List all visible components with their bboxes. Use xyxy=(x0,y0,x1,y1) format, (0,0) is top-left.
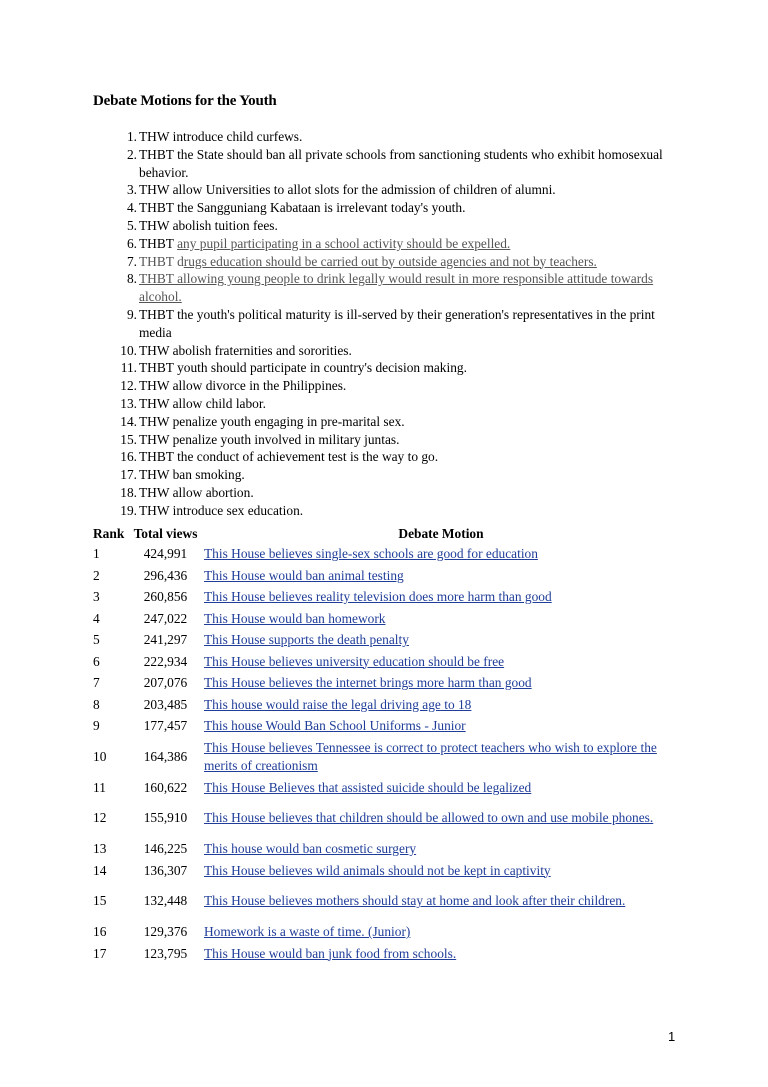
motion-item: 11. THBT youth should participate in country's decision making. xyxy=(120,360,467,376)
motion-link[interactable]: This House would ban animal testing xyxy=(204,567,404,583)
table-row: 7 207,076 This House believes the internet brings more harm than good xyxy=(93,675,532,691)
motion-link[interactable]: This house would raise the legal driving age to 18 xyxy=(204,696,472,712)
motion-link[interactable]: Homework is a waste of time. (Junior) xyxy=(204,924,411,940)
page-number: 1 xyxy=(668,1029,676,1044)
motion-link[interactable]: This House Believes that assisted suicide should be legalized xyxy=(204,779,532,795)
table-row: 14 136,307 This House believes wild animals should not be kept in captivity xyxy=(93,862,551,878)
motion-item: 14. THW penalize youth engaging in pre-marital sex. xyxy=(120,413,405,429)
motion-item: 5. THW abolish tuition fees. xyxy=(126,217,278,233)
table-row: 12 155,910 This House believes that children should be allowed to own and use mobile phones. xyxy=(93,810,654,826)
motion-item: 1. THW introduce child curfews. xyxy=(126,129,303,144)
motions-list xyxy=(106,128,676,520)
table-row: 16 129,376 Homework is a waste of time. (Junior) xyxy=(93,924,411,940)
motion-item: 9. THBT the youth's political maturity is ill-served by their generation's representatives in the print media xyxy=(126,306,655,340)
motion-item: 6. THBT any pupil participating in a school activity should be expelled. xyxy=(126,235,511,251)
motion-item: 13. THW allow child labor. xyxy=(120,395,266,411)
motion-link[interactable]: This House believes single-sex schools are good for education xyxy=(204,546,538,562)
motion-item: 19. THW introduce sex education. xyxy=(120,502,304,518)
motion-link[interactable]: This House believes Tennessee is correct to protect teachers who wish to explore the merits of creationism xyxy=(204,740,657,773)
document-title: Debate Motions for the Youth xyxy=(93,93,277,109)
header-debate-motion: Debate Motion xyxy=(398,526,484,542)
table-header-row xyxy=(93,525,678,543)
motion-link[interactable]: This House would ban junk food from schools. xyxy=(204,945,457,961)
table-row: 3 260,856 This House believes reality television does more harm than good xyxy=(93,589,552,605)
table-row: 6 222,934 This House believes university education should be free xyxy=(93,653,505,669)
table-row: 2 296,436 This House would ban animal testing xyxy=(93,567,404,583)
motion-link[interactable]: This House believes university education should be free xyxy=(204,653,505,669)
table-row: 5 241,297 This House supports the death penalty xyxy=(93,632,409,648)
motion-link[interactable]: This House believes reality television does more harm than good xyxy=(204,589,552,605)
motion-link[interactable]: THBT allowing young people to drink legally would result in more responsible attitude towards alcohol. xyxy=(139,271,654,305)
motion-link[interactable]: This House believes the internet brings more harm than good xyxy=(204,675,532,691)
table-row: 4 247,022 This House would ban homework xyxy=(93,610,386,626)
motion-link[interactable]: any pupil participating in a school activity should be expelled. xyxy=(177,235,511,251)
motion-item: 15. THW penalize youth involved in military juntas. xyxy=(120,431,400,447)
motion-item: 3. THW allow Universities to allot slots for the admission of children of alumni. xyxy=(126,182,556,198)
motion-item: 7. THBT drugs education should be carried out by outside agencies and not by teachers. xyxy=(126,253,597,269)
table-row: 8 203,485 This house would raise the legal driving age to 18 xyxy=(93,696,472,712)
motion-item: 2. THBT the State should ban all private schools from sanctioning students who exhibit homosexual behavior. xyxy=(126,146,663,180)
table-row: 13 146,225 This house would ban cosmetic surgery xyxy=(93,841,417,857)
table-row: 9 177,457 This house Would Ban School Uniforms - Junior xyxy=(93,718,466,734)
motion-link[interactable]: This house would ban cosmetic surgery xyxy=(204,841,417,857)
motion-link[interactable]: This House believes wild animals should not be kept in captivity xyxy=(204,862,551,878)
motion-item: 18. THW allow abortion. xyxy=(120,484,254,500)
motion-link[interactable]: This House supports the death penalty xyxy=(204,632,409,648)
motion-link[interactable]: This House would ban homework xyxy=(204,610,386,626)
motion-item: 8. THBT allowing young people to drink legally would result in more responsible attitude towards alcohol. xyxy=(126,271,654,305)
motion-item: 12. THW allow divorce in the Philippines. xyxy=(120,378,347,394)
header-total-views: Total views xyxy=(133,526,198,541)
table-row: 11 160,622 This House Believes that assisted suicide should be legalized xyxy=(93,779,532,795)
motion-link[interactable]: This house Would Ban School Uniforms - Junior xyxy=(204,718,466,734)
motion-link[interactable]: rugs education should be carried out by outside agencies and not by teachers. xyxy=(183,253,597,269)
motion-item: 10. THW abolish fraternities and sororities. xyxy=(120,342,352,358)
top-motions-table xyxy=(93,525,678,964)
header-rank: Rank xyxy=(93,526,125,542)
table-row: 15 132,448 This House believes mothers should stay at home and look after their children. xyxy=(93,893,626,909)
table-row: 1 424,991 This House believes single-sex schools are good for education xyxy=(93,546,538,562)
table-row: 17 123,795 This House would ban junk food from schools. xyxy=(93,945,457,961)
motion-link[interactable]: This House believes that children should be allowed to own and use mobile phones. xyxy=(204,810,654,826)
motion-item: 4. THBT the Sangguniang Kabataan is irrelevant today's youth. xyxy=(126,200,466,216)
table-row: 10 164,386 This House believes Tennessee is correct to protect teachers who wish to explore the merits of creationism xyxy=(93,740,657,773)
motion-item: 16. THBT the conduct of achievement test is the way to go. xyxy=(120,449,439,465)
motion-link[interactable]: This House believes mothers should stay at home and look after their children. xyxy=(204,893,626,909)
motion-item: 17. THW ban smoking. xyxy=(120,467,245,483)
